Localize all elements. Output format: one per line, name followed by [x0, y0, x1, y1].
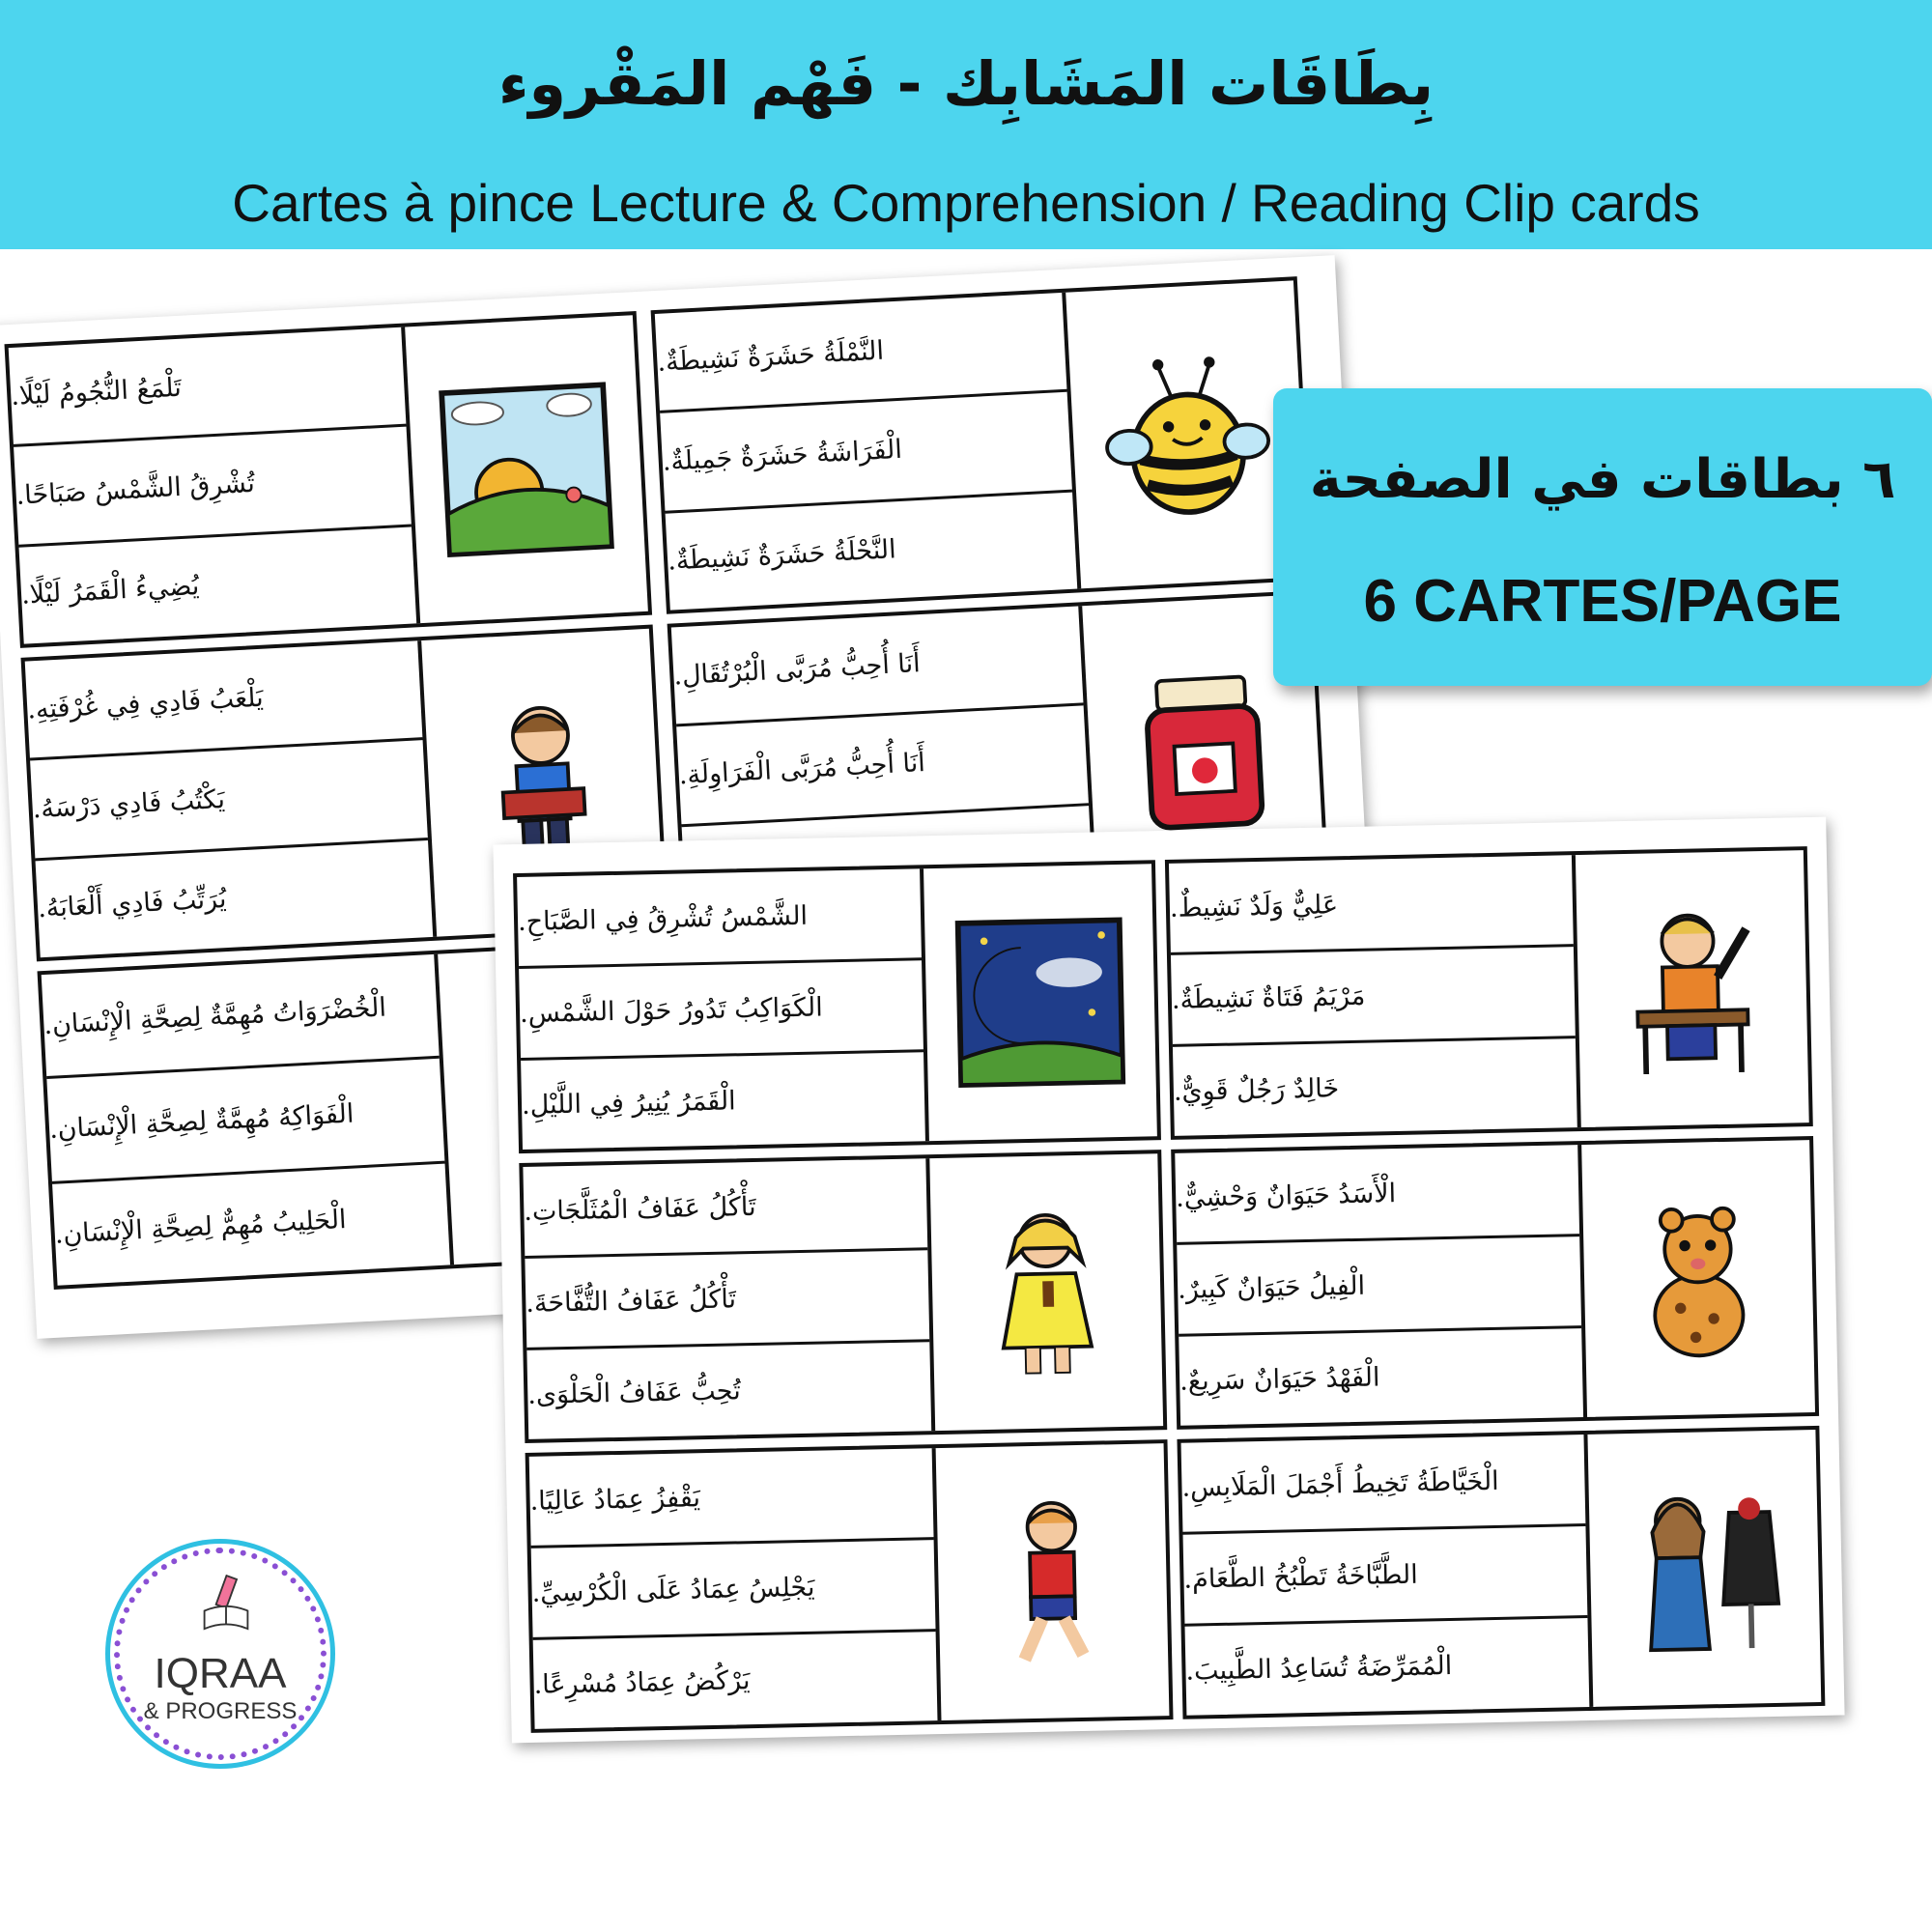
card-picture: [932, 1443, 1170, 1720]
badge-french-text: 6 CARTES/PAGE: [1363, 568, 1842, 635]
bee-icon: [1091, 338, 1284, 531]
card-sentences: [1181, 1435, 1590, 1716]
sentence-clip-spot[interactable]: تَأْكُلُ عَفَافُ الْمُثَلَّجَاتِ.: [523, 1158, 927, 1259]
sentence-clip-spot[interactable]: يَرْكُضُ عِمَادُ مُسْرِعًا.: [533, 1664, 751, 1700]
sentence-clip-spot[interactable]: يَلْعَبُ فَادِي فِي غُرْفَتِهِ.: [25, 640, 423, 760]
front-worksheet: [493, 817, 1844, 1744]
clip-card: [513, 860, 1161, 1153]
sentence-clip-spot[interactable]: أَنَا أُحِبُّ مُرَبَّى الْبُرْتُقَالِ.: [671, 606, 1084, 726]
sentence-clip-spot[interactable]: النَّمْلَةُ حَشَرَةٌ نَشِيطَةٌ.: [655, 293, 1067, 413]
sentence-clip-spot[interactable]: الْفَوَاكِهُ مُهِمَّةٌ لِصِحَّةِ الْإِنْسَانِ.: [46, 1059, 444, 1183]
card-sentences: [9, 327, 417, 644]
card-sentences: [529, 1448, 938, 1729]
sentence-clip-spot[interactable]: الشَّمْسُ تُشْرِقُ فِي الصَّبَاحِ.: [517, 868, 922, 969]
card-picture: [925, 1153, 1163, 1431]
card-picture: [1572, 850, 1809, 1127]
sentence-clip-spot[interactable]: الْقَمَرُ يُنِيرُ فِي اللَّيْلِ.: [521, 1085, 736, 1121]
sentence-clip-spot[interactable]: تَلْمَعُ النُّجُومُ لَيْلًا.: [9, 327, 407, 447]
logo-subtext: & PROGRESS: [143, 1698, 298, 1724]
sentence-clip-spot[interactable]: عَلِيٌّ وَلَدٌ نَشِيطٌ.: [1169, 855, 1574, 955]
sentence-clip-spot[interactable]: الْفِيلُ حَيَوَانٌ كَبِيرٌ.: [1177, 1236, 1581, 1337]
clip-card: [651, 276, 1314, 614]
header-banner: [0, 0, 1932, 249]
seamstress-icon: [1610, 1474, 1798, 1662]
page-subtitle: Cartes à pince Lecture & Comprehension / Reading Clip cards: [232, 173, 1700, 233]
clip-card: [519, 1150, 1167, 1443]
card-picture: [920, 864, 1157, 1141]
boy-at-desk-icon: [1599, 895, 1786, 1083]
sentence-clip-spot[interactable]: الْحَلِيبُ مُهِمٌّ لِصِحَّةِ الْإِنْسَانِ.: [54, 1204, 348, 1250]
sentence-clip-spot[interactable]: تَأْكُلُ عَفَافُ التُّفَّاحَةَ.: [525, 1250, 929, 1350]
brand-logo: [114, 1548, 327, 1760]
sentence-clip-spot[interactable]: خَالِدٌ رَجُلٌ قَوِيٌّ.: [1173, 1072, 1340, 1107]
clip-card: [1171, 1136, 1819, 1430]
jam-jar-icon: [1107, 652, 1300, 845]
girl-with-icecream-icon: [952, 1199, 1140, 1386]
card-sentences: [655, 293, 1077, 611]
card-sentences: [1169, 855, 1577, 1136]
sun-landscape-icon: [430, 373, 623, 566]
sentence-clip-spot[interactable]: الْفَرَاشَةُ حَشَرَةٌ جَمِيلَةٌ.: [660, 392, 1072, 513]
sentence-clip-spot[interactable]: يُرَتِّبُ فَادِي أَلْعَابَهُ.: [37, 884, 228, 924]
sentence-clip-spot[interactable]: مَرْيَمُ فَتَاةٌ نَشِيطَةٌ.: [1171, 947, 1576, 1047]
clip-card: [5, 311, 653, 648]
sentence-clip-spot[interactable]: الْفَهْدُ حَيَوَانٌ سَرِيعٌ.: [1179, 1361, 1380, 1397]
leopard-icon: [1605, 1185, 1792, 1373]
sentence-clip-spot[interactable]: الْكَوَاكِبُ تَدُورُ حَوْلَ الشَّمْسِ.: [519, 960, 923, 1061]
sentence-clip-spot[interactable]: يَقْفِزُ عِمَادُ عَالِيًا.: [529, 1448, 934, 1548]
badge-arabic-text: ٦ بطاقات في الصفحة: [1309, 448, 1896, 511]
card-sentences: [523, 1158, 931, 1439]
clip-card: [1177, 1426, 1825, 1719]
card-sentences: [517, 868, 925, 1150]
clip-card: [1165, 846, 1813, 1140]
clip-card: [526, 1439, 1174, 1733]
sentence-clip-spot[interactable]: تُحِبُّ عَفَافُ الْحَلْوَى.: [527, 1375, 741, 1410]
sentence-clip-spot[interactable]: النَّحْلَةُ حَشَرَةٌ نَشِيطَةٌ.: [667, 534, 897, 577]
card-picture: [1062, 280, 1309, 588]
card-picture: [1577, 1140, 1815, 1417]
book-pencil-icon: [199, 1575, 253, 1633]
running-boy-icon: [959, 1489, 1147, 1676]
sentence-clip-spot[interactable]: الطَّبَّاخَةُ تَطْبُخُ الطَّعَامَ.: [1183, 1526, 1588, 1627]
sentence-clip-spot[interactable]: تُشْرِقُ الشَّمْسُ صَبَاحًا.: [14, 427, 412, 547]
card-picture: [1583, 1430, 1821, 1707]
card-picture: [401, 315, 648, 623]
page-title-arabic: بِطَاقَات المَشَابِك - فَهْم المَقْروء: [497, 48, 1435, 119]
sentence-clip-spot[interactable]: الْخُضْرَوَاتُ مُهِمَّةٌ لِصِحَّةِ الْإِنْسَانِ.: [42, 954, 440, 1079]
sentence-clip-spot[interactable]: الْمُمَرِّضَةُ تُسَاعِدُ الطَّبِيبَ.: [1185, 1650, 1453, 1687]
card-sentences: [42, 954, 450, 1286]
sentence-clip-spot[interactable]: يَكْتُبُ فَادِي دَرْسَهُ.: [30, 741, 428, 861]
sentence-clip-spot[interactable]: الْخَيَّاطَةُ تَخِيطُ أَجْمَلَ الْمَلَابِسِ.: [1181, 1435, 1586, 1535]
card-sentences: [25, 640, 434, 957]
moon-night-icon: [947, 909, 1134, 1096]
sentence-clip-spot[interactable]: يَجْلِسُ عِمَادُ عَلَى الْكُرْسِيِّ.: [531, 1540, 936, 1640]
sentence-clip-spot[interactable]: الْأَسَدُ حَيَوَانٌ وَحْشِيٌّ.: [1175, 1145, 1579, 1245]
cards-per-page-badge: [1273, 388, 1932, 686]
sentence-clip-spot[interactable]: أَنَا أُحِبُّ مُرَبَّى الْفَرَاوِلَةِ.: [676, 706, 1089, 827]
logo-text: IQRAA: [154, 1650, 287, 1697]
card-sentences: [1175, 1145, 1583, 1426]
sentence-clip-spot[interactable]: يُضِيءُ الْقَمَرُ لَيْلًا.: [20, 571, 200, 611]
